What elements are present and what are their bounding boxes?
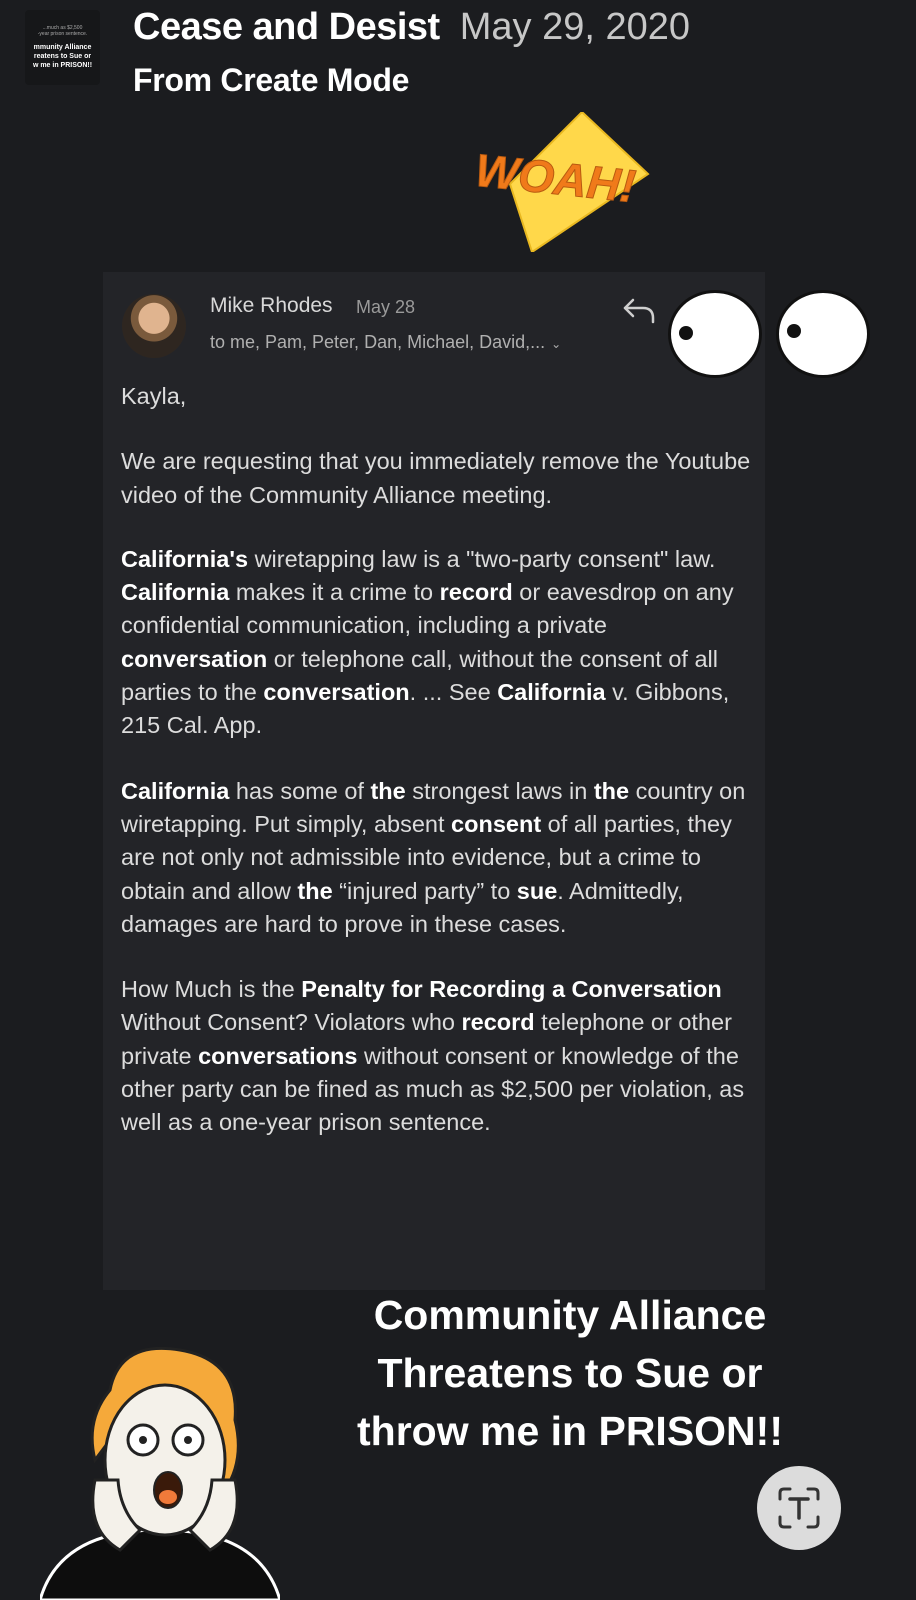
text-recognition-button[interactable] (757, 1466, 841, 1550)
sender-avatar[interactable] (122, 294, 186, 358)
shocked-cartoon-face (40, 1340, 280, 1600)
caption-line: Threatens to Sue or (377, 1350, 763, 1396)
email-card (103, 272, 765, 1290)
woah-sticker (470, 112, 650, 252)
page-title: Cease and Desist (133, 6, 440, 48)
video-caption (330, 1286, 810, 1460)
thumbnail-line: reatens to Sue or (33, 53, 92, 60)
recipients-text: to me, Pam, Peter, Dan, Michael, David,... (210, 332, 546, 352)
video-thumbnail[interactable] (25, 10, 100, 85)
googly-eye-right (776, 290, 870, 378)
paragraph-3: California has some of the strongest laws in the country on wiretapping. Put simply, absent consent of all parties, they are not only not admissible into evidence, but a crime to obtain and allow the “injured party” to sue. Admittedly, damages are hard to prove in these cases. (121, 777, 746, 937)
caption-line: throw me in PRISON!! (357, 1408, 783, 1454)
thumbnail-top-line: -year prison sentence. (37, 31, 88, 37)
thumbnail-line: w me in PRISON!! (32, 62, 93, 69)
page-subtitle: From Create Mode (133, 62, 410, 98)
googly-eye-left (668, 290, 762, 378)
text-recognition-icon (776, 1485, 822, 1531)
thumbnail-top-line: ...much as $2,500 (42, 25, 83, 31)
paragraph-1: We are requesting that you immediately remove the Youtube video of the Community Alliance meeting. (121, 448, 751, 508)
reply-arrow-icon[interactable] (621, 296, 657, 326)
caption-line: Community Alliance (373, 1292, 767, 1338)
chevron-down-icon[interactable]: ⌄ (551, 337, 562, 351)
title-row (133, 6, 690, 49)
woah-sticker-text: WOAH! (472, 143, 639, 213)
email-body (121, 380, 751, 1140)
paragraph-2: California's wiretapping law is a "two-party consent" law. California makes it a crime to record or eavesdrop on any confidential communication, including a private conversation or telephone call, without the consent of all parties to the conversation. ... See California v. Gibbons, 215 Cal. App. (121, 545, 734, 739)
post-date: May 29, 2020 (459, 6, 690, 48)
sender-name[interactable]: Mike Rhodes (210, 294, 333, 317)
paragraph-4: How Much is the Penalty for Recording a Conversation Without Consent? Violators who record telephone or other private conversations without consent or knowledge of the other party can be fined as much as $2,500 per violation, as well as a one-year prison sentence. (121, 976, 745, 1136)
email-date: May 28 (356, 297, 416, 317)
recipients[interactable] (210, 332, 561, 353)
thumbnail-line: mmunity Alliance (33, 44, 92, 51)
greeting: Kayla, (121, 383, 187, 409)
